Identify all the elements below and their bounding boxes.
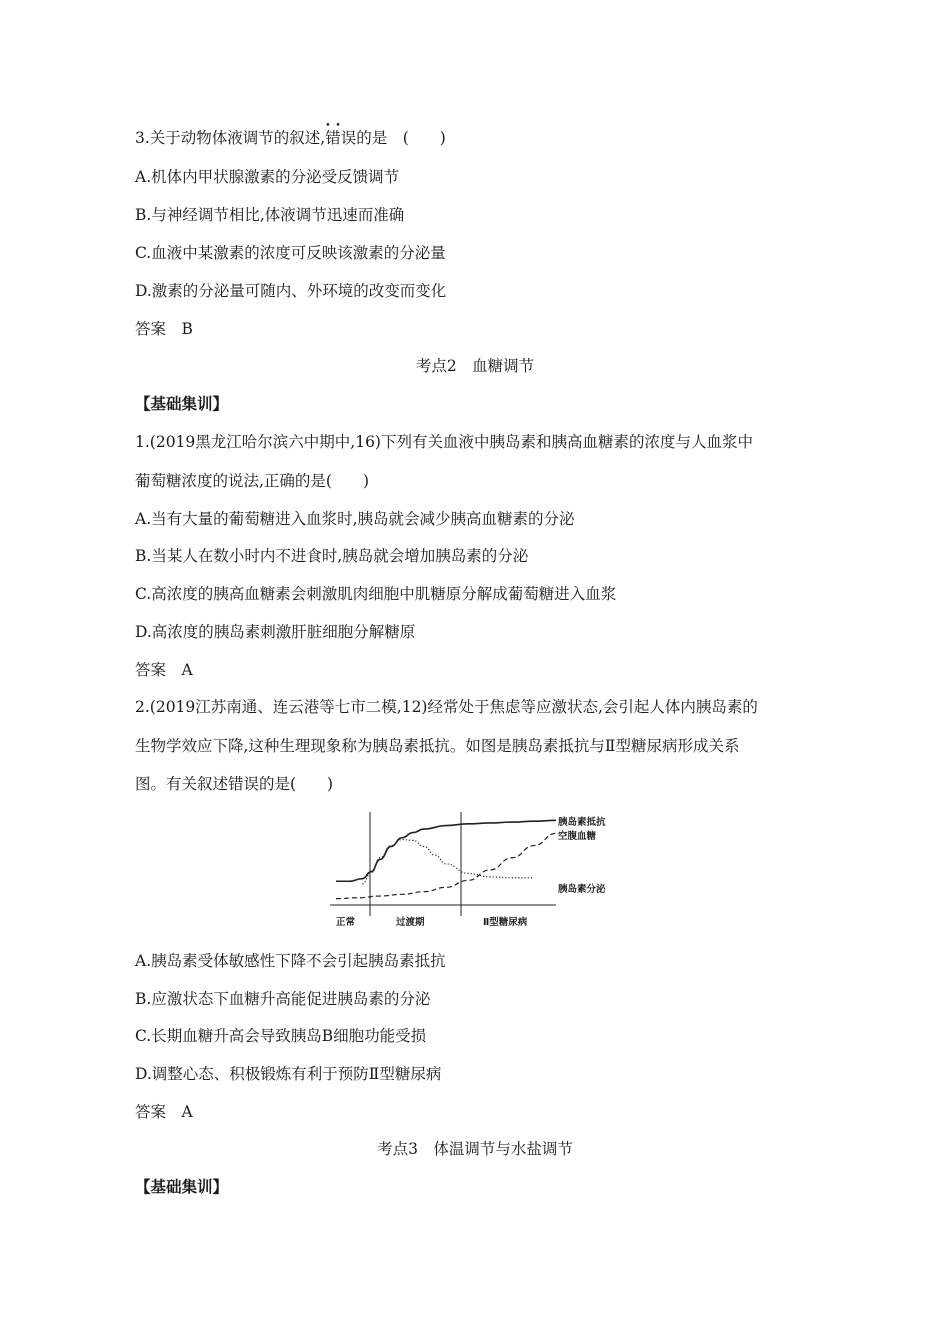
q1-stem-line2: 葡萄糖浓度的说法,正确的是( ) <box>135 472 370 490</box>
region-label-diabetes: Ⅱ型糖尿病 <box>483 917 528 928</box>
section2-title: 考点2 血糖调节 <box>415 357 535 375</box>
q1-stem-line1: 1.(2019黑龙江哈尔滨六中期中,16)下列有关血液中胰岛素和胰高血糖素的浓度与人血浆中 <box>135 433 753 451</box>
q3-stem <box>135 128 446 148</box>
q3-stem-suffix: 的是 ( ) <box>356 129 446 147</box>
series-line-2 <box>362 839 534 883</box>
insulin-resistance-chart <box>330 808 622 934</box>
legend-fasting-glucose: 空腹血糖 <box>558 831 597 842</box>
q2-option-a: A.胰岛素受体敏感性下降不会引起胰岛素抵抗 <box>135 952 446 970</box>
q3-stem-emphasis: • • 错误 <box>325 129 356 147</box>
q1-option-b: B.当某人在数小时内不进食时,胰岛就会增加胰岛素的分泌 <box>135 547 529 565</box>
q3-answer: 答案 B <box>135 320 193 338</box>
q2-option-d: D.调整心态、积极锻炼有利于预防Ⅱ型糖尿病 <box>135 1065 442 1083</box>
q1-answer: 答案 A <box>135 661 193 679</box>
q1-option-c: C.高浓度的胰高血糖素会刺激肌肉细胞中肌糖原分解成葡萄糖进入血浆 <box>135 585 617 603</box>
region-label-transition: 过渡期 <box>396 917 425 928</box>
q3-option-b: B.与神经调节相比,体液调节迅速而准确 <box>135 206 405 224</box>
q1-option-d: D.高浓度的胰岛素刺激肝脏细胞分解糖原 <box>135 623 416 641</box>
q2-stem-line1: 2.(2019江苏南通、连云港等七市二模,12)经常处于焦虑等应激状态,会引起人体内胰岛素的 <box>135 698 758 716</box>
series-line-1 <box>336 833 556 898</box>
section3-subhead: 【基础集训】 <box>135 1177 229 1196</box>
q2-option-c: C.长期血糖升高会导致胰岛B细胞功能受损 <box>135 1027 427 1045</box>
section3-title: 考点3 体温调节与水盐调节 <box>377 1140 573 1158</box>
legend-insulin-secretion: 胰岛素分泌 <box>558 884 606 895</box>
region-label-normal: 正常 <box>336 917 356 928</box>
q3-option-c: C.血液中某激素的浓度可反映该激素的分泌量 <box>135 244 446 262</box>
q2-stem-line2: 生物学效应下降,这种生理现象称为胰岛素抵抗。如图是胰岛素抵抗与Ⅱ型糖尿病形成关系 <box>135 737 740 755</box>
series-line-0 <box>336 820 556 881</box>
q2-answer: 答案 A <box>135 1103 193 1121</box>
plot-area <box>330 812 556 916</box>
legend-insulin-resistance: 胰岛素抵抗 <box>558 817 606 828</box>
series-layer <box>336 820 556 898</box>
section2-subhead: 【基础集训】 <box>135 394 229 413</box>
q3-option-d: D.激素的分泌量可随内、外环境的改变而变化 <box>135 282 447 300</box>
q2-option-b: B.应激状态下血糖升高能促进胰岛素的分泌 <box>135 990 431 1008</box>
q1-option-a: A.当有大量的葡萄糖进入血浆时,胰岛就会减少胰高血糖素的分泌 <box>135 510 575 528</box>
q3-stem-prefix: 3.关于动物体液调节的叙述, <box>135 129 326 147</box>
q3-option-a: A.机体内甲状腺激素的分泌受反馈调节 <box>135 168 400 186</box>
q2-stem-line3: 图。有关叙述错误的是( ) <box>135 775 334 793</box>
